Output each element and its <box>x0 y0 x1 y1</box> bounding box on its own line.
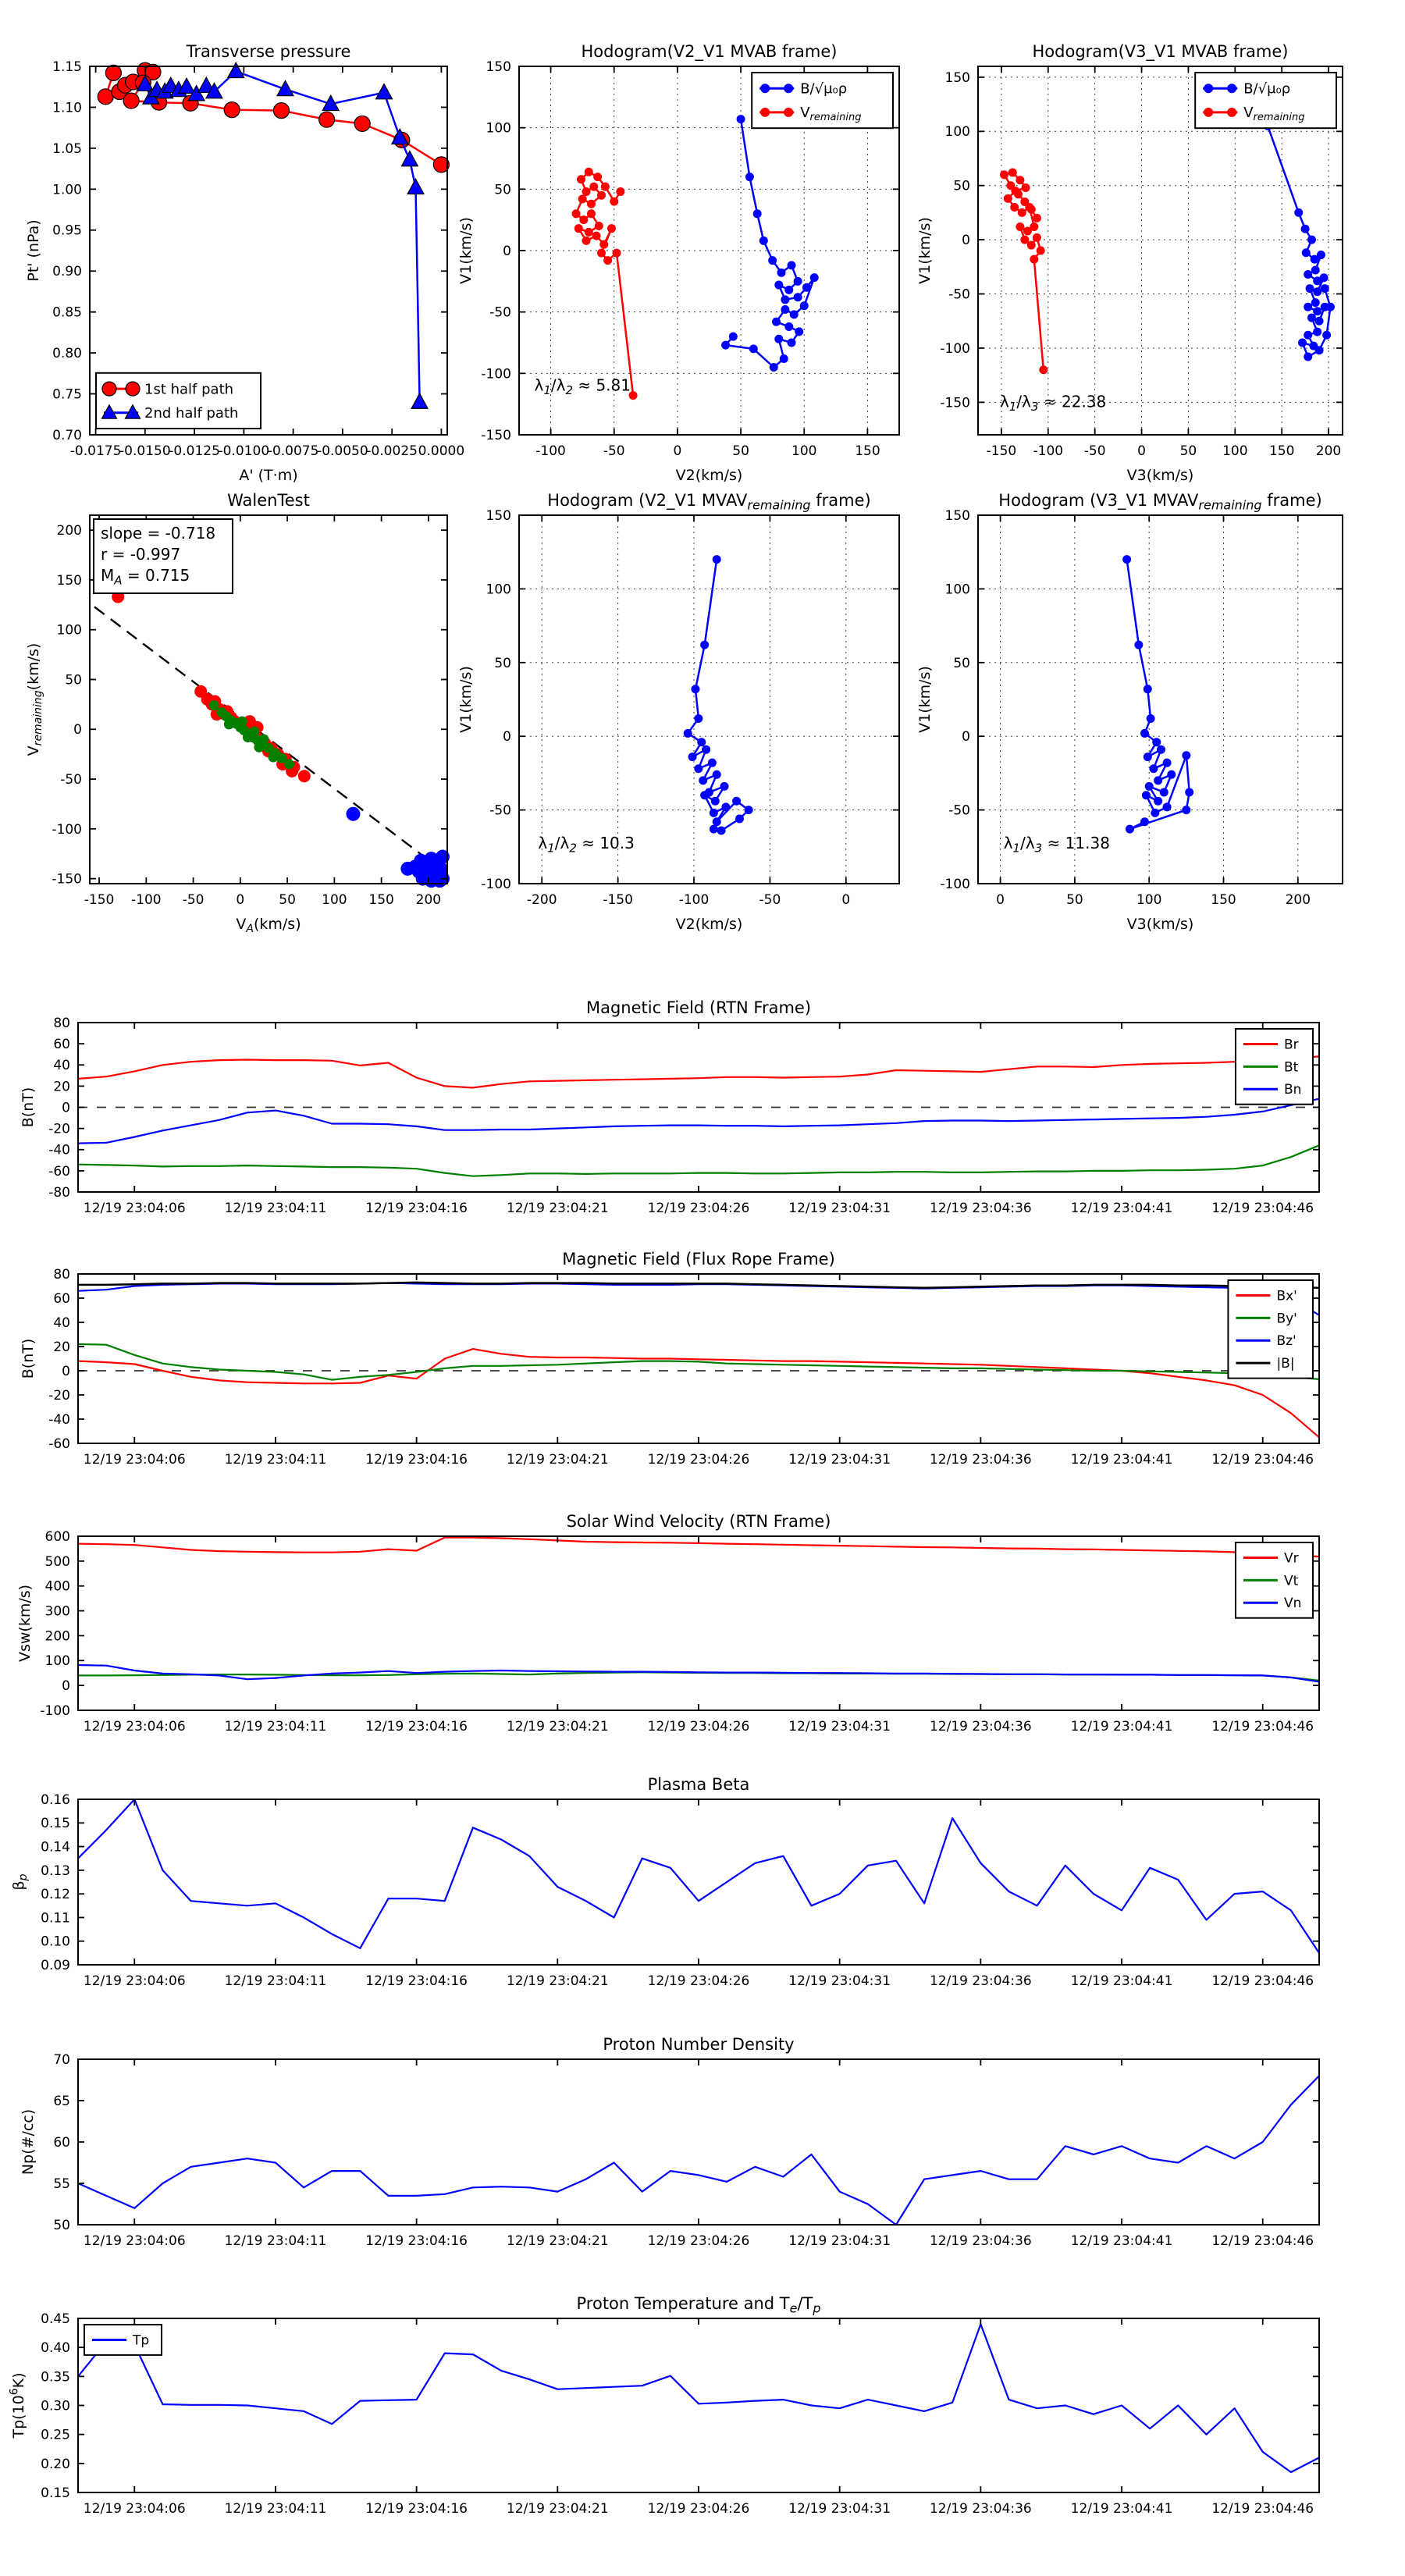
svg-text:-100: -100 <box>678 892 710 908</box>
svg-text:V3(km/s): V3(km/s) <box>1126 916 1194 933</box>
svg-text:100: 100 <box>1222 443 1248 459</box>
svg-text:12/19 23:04:36: 12/19 23:04:36 <box>929 1452 1032 1468</box>
svg-text:Tp(106K): $Tp(10^6K)$ <box>8 2372 27 2439</box>
svg-text:slope = -0.718: slope = -0.718 <box>101 524 216 543</box>
svg-text:-50: -50 <box>1083 443 1106 459</box>
svg-text:1.15: 1.15 <box>52 59 82 75</box>
svg-text:12/19 23:04:46: 12/19 23:04:46 <box>1211 1452 1314 1468</box>
svg-text:12/19 23:04:46: 12/19 23:04:46 <box>1211 1973 1314 1989</box>
svg-text:50: 50 <box>279 892 296 908</box>
svg-text:Vremaining: $V_{remaining}$ <box>800 105 862 124</box>
svg-text:12/19 23:04:46: 12/19 23:04:46 <box>1211 1201 1314 1216</box>
svg-text:-150: -150 <box>986 443 1017 459</box>
svg-text:12/19 23:04:11: 12/19 23:04:11 <box>224 2501 327 2517</box>
svg-text:12/19 23:04:41: 12/19 23:04:41 <box>1070 1452 1173 1468</box>
svg-text:60: 60 <box>53 1290 70 1307</box>
svg-text:0.75: 0.75 <box>52 386 82 403</box>
svg-text:-150: -150 <box>481 427 511 443</box>
svg-text:-50: -50 <box>489 802 511 819</box>
magnetic-field-fluxrope-plot <box>20 1250 1319 1468</box>
svg-text:80: 80 <box>53 1015 70 1031</box>
svg-text:λ1/λ3 ≈ 22.38: $\lambda_1/\lambda_3 \approx 22.38$ <box>1000 392 1107 414</box>
svg-text:12/19 23:04:41: 12/19 23:04:41 <box>1070 1201 1173 1216</box>
svg-text:12/19 23:04:26: 12/19 23:04:26 <box>647 1973 750 1989</box>
svg-text:2nd half path: 2nd half path <box>144 405 239 422</box>
svg-text:0.12: 0.12 <box>41 1887 70 1903</box>
svg-text:0.45: 0.45 <box>41 2311 70 2327</box>
svg-text:0.15: 0.15 <box>41 1816 70 1832</box>
proton-temperature-plot <box>8 2294 1319 2517</box>
svg-text:12/19 23:04:06: 12/19 23:04:06 <box>83 1719 186 1735</box>
svg-text:150: 150 <box>1268 443 1295 459</box>
svg-text:0: 0 <box>62 1363 70 1379</box>
svg-text:-20: -20 <box>48 1387 70 1404</box>
svg-text:-100: -100 <box>481 876 511 892</box>
svg-text:400: 400 <box>44 1578 70 1595</box>
svg-text:0.40: 0.40 <box>41 2340 70 2357</box>
svg-text:12/19 23:04:26: 12/19 23:04:26 <box>647 1201 750 1216</box>
svg-text:-40: -40 <box>48 1142 70 1158</box>
svg-text:12/19 23:04:11: 12/19 23:04:11 <box>224 1452 327 1468</box>
svg-text:|B|: |B| <box>1276 1356 1295 1372</box>
svg-text:1.00: 1.00 <box>52 182 82 198</box>
svg-text:0.15: 0.15 <box>41 2485 70 2501</box>
svg-text:Vremaining: $V_{remaining}$ <box>1243 105 1305 124</box>
walen-test-plot <box>25 491 447 936</box>
svg-text:12/19 23:04:21: 12/19 23:04:21 <box>506 2233 609 2249</box>
svg-text:λ1/λ2 ≈ 5.81: $\lambda_1/\lambda_2 \approx 5.81$ <box>534 375 631 397</box>
svg-text:100: 100 <box>486 120 511 137</box>
svg-text:Proton Temperature and Te/Tp: Proton Temperature and $T_e/T_p$ <box>576 2294 821 2316</box>
svg-text:12/19 23:04:41: 12/19 23:04:41 <box>1070 1973 1173 1989</box>
svg-text:Vt: Vt <box>1283 1573 1299 1589</box>
svg-text:50: 50 <box>1179 443 1197 459</box>
svg-text:-50: -50 <box>603 443 625 459</box>
svg-text:Hodogram(V2_V1 MVAB frame): Hodogram(V2_V1 MVAB frame) <box>581 42 838 61</box>
svg-text:-0.0125: -0.0125 <box>169 443 220 459</box>
svg-text:Transverse pressure: Transverse pressure <box>186 42 351 61</box>
svg-text:60: 60 <box>53 2134 70 2151</box>
svg-text:150: 150 <box>486 507 511 524</box>
svg-text:B(nT): B(nT) <box>20 1087 37 1128</box>
svg-text:100: 100 <box>944 124 970 141</box>
svg-text:0.11: 0.11 <box>41 1910 70 1927</box>
solar-wind-velocity-plot <box>16 1512 1319 1735</box>
svg-text:40: 40 <box>53 1315 70 1331</box>
svg-text:-50: -50 <box>60 772 82 788</box>
svg-text:Plasma Beta: Plasma Beta <box>647 1775 750 1794</box>
svg-text:0.10: 0.10 <box>41 1934 70 1950</box>
hodogram-v3v1-mvav-plot <box>916 491 1343 933</box>
svg-text:100: 100 <box>486 582 511 598</box>
svg-text:50: 50 <box>494 655 511 671</box>
svg-text:12/19 23:04:41: 12/19 23:04:41 <box>1070 2501 1173 2517</box>
svg-text:12/19 23:04:06: 12/19 23:04:06 <box>83 2501 186 2517</box>
svg-text:0.90: 0.90 <box>52 264 82 280</box>
svg-text:12/19 23:04:11: 12/19 23:04:11 <box>224 1719 327 1735</box>
svg-text:-100: -100 <box>940 340 970 357</box>
svg-text:150: 150 <box>56 572 82 589</box>
svg-text:12/19 23:04:31: 12/19 23:04:31 <box>788 1719 891 1735</box>
svg-text:12/19 23:04:21: 12/19 23:04:21 <box>506 2501 609 2517</box>
svg-text:-60: -60 <box>48 1436 70 1452</box>
svg-text:Tp: Tp <box>133 2332 150 2349</box>
hodogram-v2v1-mvav-plot <box>457 491 899 933</box>
svg-text:60: 60 <box>53 1037 70 1053</box>
svg-text:12/19 23:04:36: 12/19 23:04:36 <box>929 2501 1032 2517</box>
svg-text:-150: -150 <box>603 892 633 908</box>
svg-text:-80: -80 <box>48 1184 70 1201</box>
svg-text:100: 100 <box>944 582 970 598</box>
svg-text:0.25: 0.25 <box>41 2427 70 2443</box>
svg-text:-0.0100: -0.0100 <box>218 443 270 459</box>
svg-text:-50: -50 <box>948 802 970 819</box>
svg-text:-100: -100 <box>52 821 82 838</box>
svg-text:12/19 23:04:06: 12/19 23:04:06 <box>83 1973 186 1989</box>
svg-text:0: 0 <box>236 892 245 908</box>
svg-text:B/√μ₀ρ: B/√μ₀ρ <box>800 80 848 98</box>
plasma-beta-plot <box>10 1775 1319 1989</box>
svg-text:300: 300 <box>44 1603 70 1620</box>
svg-text:Magnetic Field (RTN Frame): Magnetic Field (RTN Frame) <box>585 998 812 1017</box>
svg-text:By': By' <box>1276 1311 1297 1327</box>
svg-text:0.80: 0.80 <box>52 346 82 362</box>
svg-text:-0.0150: -0.0150 <box>119 443 171 459</box>
svg-text:Solar Wind Velocity (RTN Frame: Solar Wind Velocity (RTN Frame) <box>566 1512 831 1531</box>
svg-text:βp: $\beta_p$ <box>10 1873 30 1891</box>
svg-text:Hodogram (V3_V1 MVAVremaining: Hodogram (V3_V1 $MVAV_{remaining}$ frame) <box>998 491 1322 513</box>
svg-text:Np(#/cc): Np(#/cc) <box>20 2108 37 2176</box>
svg-text:0.30: 0.30 <box>41 2398 70 2414</box>
svg-text:200: 200 <box>56 523 82 539</box>
svg-text:-150: -150 <box>84 892 115 908</box>
svg-text:-0.0025: -0.0025 <box>366 443 418 459</box>
svg-text:Magnetic Field (Flux Rope Fram: Magnetic Field (Flux Rope Frame) <box>562 1250 835 1268</box>
svg-text:V1(km/s): V1(km/s) <box>457 217 475 284</box>
svg-text:12/19 23:04:36: 12/19 23:04:36 <box>929 1973 1032 1989</box>
svg-text:Br: Br <box>1283 1037 1299 1053</box>
svg-text:12/19 23:04:26: 12/19 23:04:26 <box>647 1452 750 1468</box>
svg-text:Vn: Vn <box>1283 1596 1302 1612</box>
svg-text:-0.0175: -0.0175 <box>69 443 122 459</box>
svg-text:55: 55 <box>53 2176 70 2192</box>
svg-text:80: 80 <box>53 1266 70 1283</box>
svg-text:12/19 23:04:26: 12/19 23:04:26 <box>647 2501 750 2517</box>
svg-text:12/19 23:04:21: 12/19 23:04:21 <box>506 1452 609 1468</box>
svg-text:λ1/λ2 ≈ 10.3: $\lambda_1/\lambda_2 \approx 10.3$ <box>538 834 635 856</box>
svg-text:B(nT): B(nT) <box>20 1338 37 1379</box>
svg-text:20: 20 <box>53 1079 70 1095</box>
svg-text:12/19 23:04:31: 12/19 23:04:31 <box>788 2501 891 2517</box>
svg-text:-60: -60 <box>48 1163 70 1179</box>
svg-text:150: 150 <box>944 69 970 86</box>
svg-text:500: 500 <box>44 1553 70 1570</box>
svg-text:-0.0050: -0.0050 <box>317 443 368 459</box>
svg-text:Pt' (nPa): Pt' (nPa) <box>25 219 42 282</box>
svg-text:12/19 23:04:31: 12/19 23:04:31 <box>788 1201 891 1216</box>
svg-text:100: 100 <box>56 622 82 639</box>
svg-text:12/19 23:04:26: 12/19 23:04:26 <box>647 2233 750 2249</box>
svg-text:-100: -100 <box>940 876 970 892</box>
svg-text:12/19 23:04:46: 12/19 23:04:46 <box>1211 2233 1314 2249</box>
svg-text:12/19 23:04:31: 12/19 23:04:31 <box>788 2233 891 2249</box>
svg-text:50: 50 <box>732 443 749 459</box>
svg-text:-100: -100 <box>40 1703 70 1719</box>
svg-text:0.20: 0.20 <box>41 2456 70 2472</box>
svg-text:A' (T·m): A' (T·m) <box>239 467 298 484</box>
svg-text:0.09: 0.09 <box>41 1957 70 1973</box>
svg-text:0.85: 0.85 <box>52 304 82 321</box>
svg-text:1.05: 1.05 <box>52 141 82 157</box>
svg-text:12/19 23:04:31: 12/19 23:04:31 <box>788 1973 891 1989</box>
svg-text:λ1/λ3 ≈ 11.38: $\lambda_1/\lambda_3 \approx 11.38$ <box>1003 834 1110 856</box>
svg-text:V3(km/s): V3(km/s) <box>1126 467 1194 484</box>
svg-text:50: 50 <box>53 2217 70 2233</box>
svg-text:100: 100 <box>44 1653 70 1670</box>
svg-text:12/19 23:04:11: 12/19 23:04:11 <box>224 1973 327 1989</box>
svg-text:V2(km/s): V2(km/s) <box>675 467 743 484</box>
svg-text:12/19 23:04:46: 12/19 23:04:46 <box>1211 1719 1314 1735</box>
svg-text:0: 0 <box>73 722 82 738</box>
svg-text:-0.0075: -0.0075 <box>267 443 319 459</box>
svg-text:12/19 23:04:06: 12/19 23:04:06 <box>83 1452 186 1468</box>
svg-text:1st half path: 1st half path <box>144 381 234 398</box>
svg-text:12/19 23:04:06: 12/19 23:04:06 <box>83 2233 186 2249</box>
svg-text:12/19 23:04:06: 12/19 23:04:06 <box>83 1201 186 1216</box>
magnetic-field-rtn-plot <box>20 998 1319 1216</box>
svg-text:65: 65 <box>53 2093 70 2109</box>
svg-text:200: 200 <box>415 892 442 908</box>
svg-text:0.70: 0.70 <box>52 427 82 443</box>
svg-text:-100: -100 <box>535 443 566 459</box>
svg-text:Proton Number Density: Proton Number Density <box>603 2035 795 2054</box>
svg-text:12/19 23:04:16: 12/19 23:04:16 <box>365 1201 468 1216</box>
svg-text:-100: -100 <box>131 892 162 908</box>
svg-text:Vsw(km/s): Vsw(km/s) <box>16 1584 34 1663</box>
svg-text:V1(km/s): V1(km/s) <box>916 666 934 733</box>
svg-text:Bx': Bx' <box>1276 1288 1297 1304</box>
hodogram-v3v1-mvab-plot <box>916 42 1343 484</box>
svg-text:-150: -150 <box>940 395 970 411</box>
svg-text:-50: -50 <box>759 892 781 908</box>
svg-text:0: 0 <box>1137 443 1146 459</box>
svg-text:12/19 23:04:36: 12/19 23:04:36 <box>929 1719 1032 1735</box>
svg-text:0: 0 <box>62 1100 70 1116</box>
svg-text:0: 0 <box>503 729 511 745</box>
svg-text:0: 0 <box>62 1678 70 1695</box>
svg-text:0.95: 0.95 <box>52 222 82 239</box>
svg-text:-50: -50 <box>489 304 511 321</box>
svg-text:70: 70 <box>53 2051 70 2068</box>
svg-text:150: 150 <box>944 507 970 524</box>
svg-text:12/19 23:04:26: 12/19 23:04:26 <box>647 1719 750 1735</box>
svg-text:-100: -100 <box>481 366 511 382</box>
svg-text:-100: -100 <box>1033 443 1064 459</box>
svg-text:0.0000: 0.0000 <box>418 443 465 459</box>
svg-text:VA(km/s): $V_A(km/s)$ <box>236 916 301 936</box>
svg-text:50: 50 <box>1066 892 1083 908</box>
svg-text:-20: -20 <box>48 1121 70 1137</box>
svg-text:B/√μ₀ρ: B/√μ₀ρ <box>1243 80 1291 98</box>
svg-text:Bz': Bz' <box>1276 1333 1297 1350</box>
svg-text:Bn: Bn <box>1283 1082 1302 1098</box>
svg-text:0: 0 <box>996 892 1005 908</box>
svg-text:Hodogram(V3_V1 MVAB frame): Hodogram(V3_V1 MVAB frame) <box>1032 42 1289 61</box>
svg-text:600: 600 <box>44 1528 70 1545</box>
svg-text:0.35: 0.35 <box>41 2369 70 2386</box>
svg-text:200: 200 <box>44 1628 70 1645</box>
svg-text:150: 150 <box>486 59 511 75</box>
svg-text:-50: -50 <box>182 892 205 908</box>
svg-text:Hodogram (V2_V1 MVAVremaining: Hodogram (V2_V1 $MVAV_{remaining}$ frame) <box>547 491 871 513</box>
svg-text:100: 100 <box>791 443 817 459</box>
svg-text:V1(km/s): V1(km/s) <box>457 666 475 733</box>
svg-text:12/19 23:04:36: 12/19 23:04:36 <box>929 1201 1032 1216</box>
svg-text:Bt: Bt <box>1283 1059 1299 1076</box>
svg-text:50: 50 <box>953 178 970 194</box>
svg-text:12/19 23:04:41: 12/19 23:04:41 <box>1070 2233 1173 2249</box>
svg-text:200: 200 <box>1315 443 1342 459</box>
svg-text:WalenTest: WalenTest <box>227 491 310 510</box>
svg-text:-50: -50 <box>948 286 970 303</box>
svg-text:20: 20 <box>53 1339 70 1355</box>
svg-text:50: 50 <box>65 672 82 688</box>
svg-text:150: 150 <box>855 443 880 459</box>
svg-text:12/19 23:04:16: 12/19 23:04:16 <box>365 1973 468 1989</box>
svg-text:12/19 23:04:16: 12/19 23:04:16 <box>365 1719 468 1735</box>
svg-text:12/19 23:04:21: 12/19 23:04:21 <box>506 1201 609 1216</box>
svg-text:1.10: 1.10 <box>52 100 82 116</box>
svg-text:12/19 23:04:21: 12/19 23:04:21 <box>506 1973 609 1989</box>
svg-text:-150: -150 <box>52 871 82 888</box>
transverse-pressure-plot <box>25 42 465 484</box>
svg-text:MA = 0.715: $M_A = 0.715$ <box>101 566 190 588</box>
svg-text:0.16: 0.16 <box>41 1791 70 1808</box>
svg-text:12/19 23:04:41: 12/19 23:04:41 <box>1070 1719 1173 1735</box>
svg-text:0: 0 <box>962 233 970 249</box>
svg-text:V2(km/s): V2(km/s) <box>675 916 743 933</box>
svg-text:200: 200 <box>1285 892 1311 908</box>
svg-text:100: 100 <box>322 892 347 908</box>
svg-text:0: 0 <box>503 243 511 259</box>
svg-text:40: 40 <box>53 1058 70 1074</box>
svg-text:12/19 23:04:16: 12/19 23:04:16 <box>365 1452 468 1468</box>
svg-text:12/19 23:04:11: 12/19 23:04:11 <box>224 2233 327 2249</box>
svg-text:Vremaining(km/s): $V_{remaining}(km/s)$ <box>25 642 45 756</box>
svg-text:0.13: 0.13 <box>41 1863 70 1879</box>
svg-text:-200: -200 <box>526 892 557 908</box>
svg-text:12/19 23:04:36: 12/19 23:04:36 <box>929 2233 1032 2249</box>
svg-text:12/19 23:04:46: 12/19 23:04:46 <box>1211 2501 1314 2517</box>
proton-number-density-plot <box>20 2035 1319 2249</box>
svg-text:150: 150 <box>368 892 394 908</box>
svg-text:100: 100 <box>1136 892 1162 908</box>
svg-text:12/19 23:04:16: 12/19 23:04:16 <box>365 2233 468 2249</box>
svg-text:Vr: Vr <box>1283 1550 1299 1567</box>
svg-text:-40: -40 <box>48 1411 70 1428</box>
svg-text:0: 0 <box>962 729 970 745</box>
svg-text:50: 50 <box>953 655 970 671</box>
svg-text:12/19 23:04:11: 12/19 23:04:11 <box>224 1201 327 1216</box>
hodogram-v2v1-mvab-plot <box>457 42 899 484</box>
svg-text:V1(km/s): V1(km/s) <box>916 217 934 284</box>
svg-text:50: 50 <box>494 182 511 198</box>
svg-text:12/19 23:04:31: 12/19 23:04:31 <box>788 1452 891 1468</box>
svg-text:0: 0 <box>673 443 682 459</box>
svg-text:0.14: 0.14 <box>41 1839 70 1856</box>
svg-text:12/19 23:04:16: 12/19 23:04:16 <box>365 2501 468 2517</box>
svg-text:12/19 23:04:21: 12/19 23:04:21 <box>506 1719 609 1735</box>
svg-text:r = -0.997: r = -0.997 <box>101 545 181 564</box>
svg-text:0: 0 <box>841 892 851 908</box>
svg-text:150: 150 <box>1211 892 1236 908</box>
